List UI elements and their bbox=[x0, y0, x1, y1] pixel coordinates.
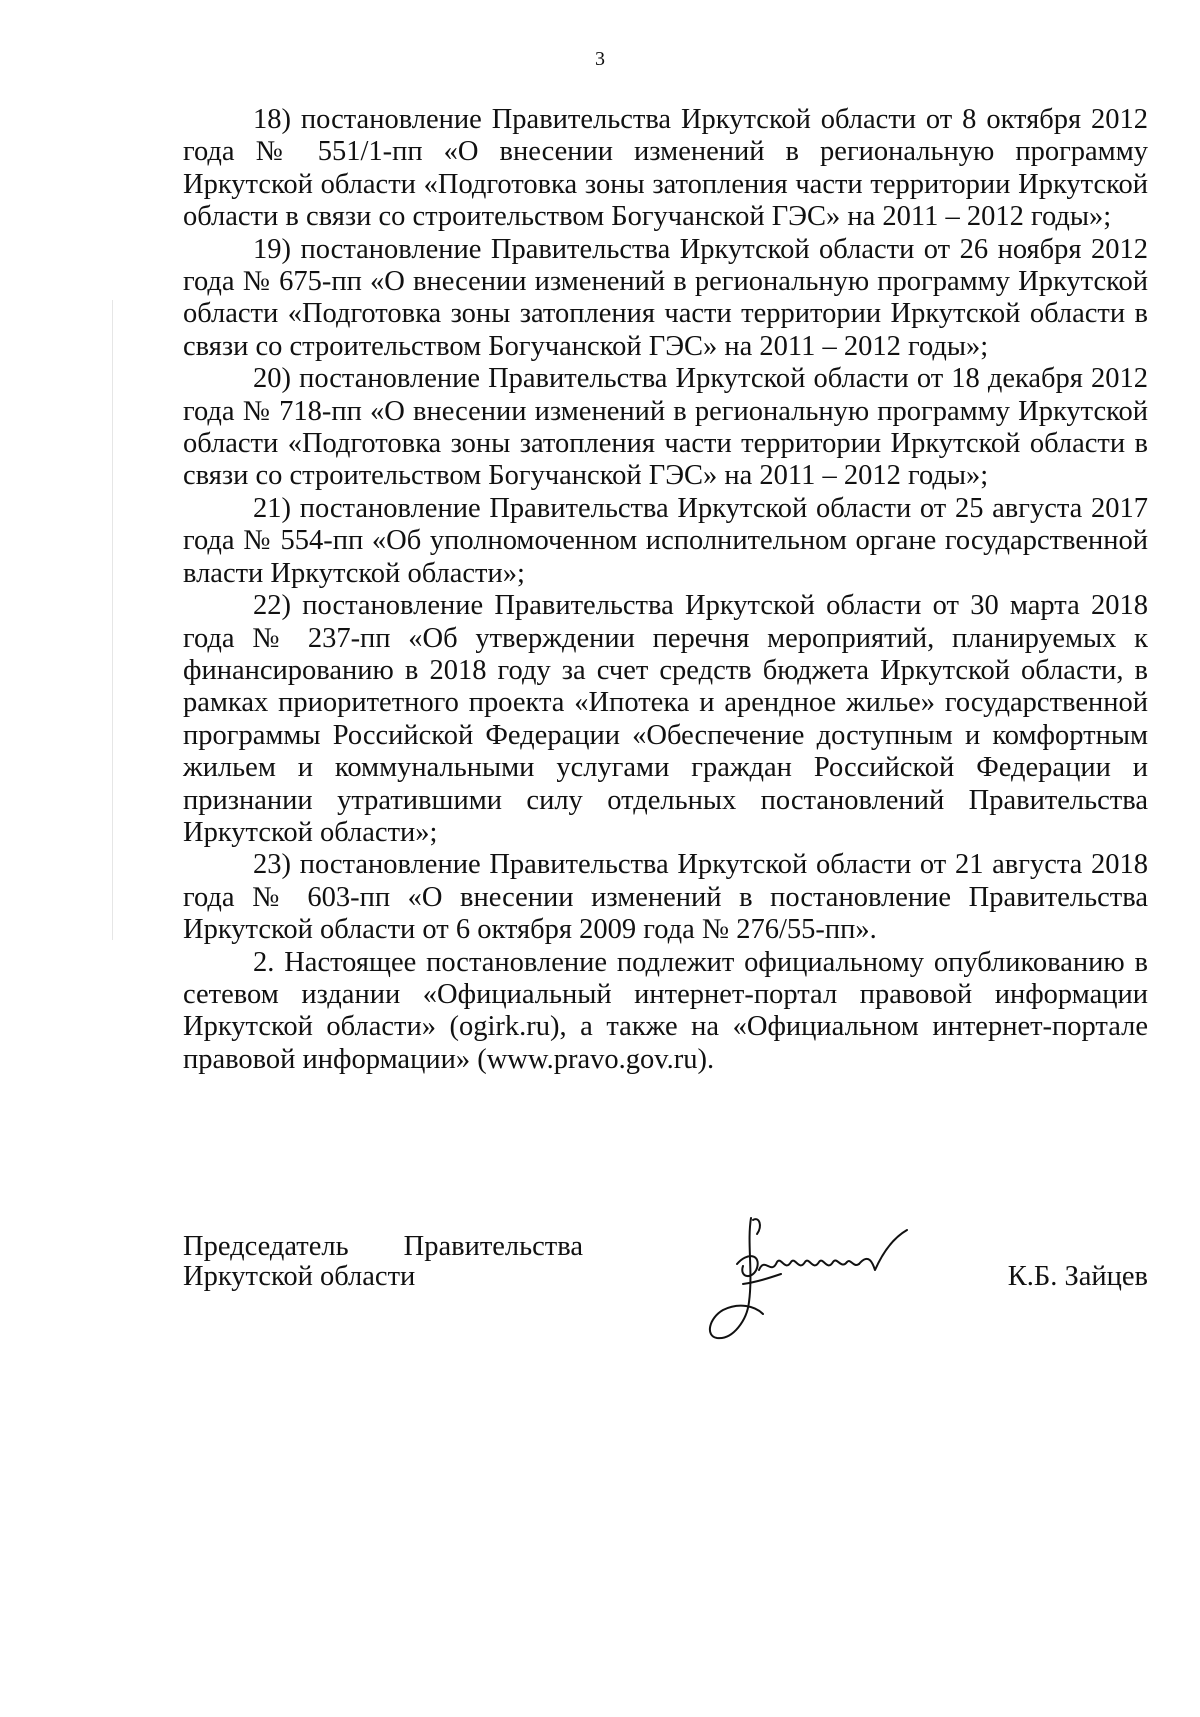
signatory-title-word2: Правительства bbox=[403, 1231, 583, 1262]
list-item-20: 20) постановление Правительства Иркутской области от 18 декабря 2012 года № 718-пп «О внесении изменений в региональную программу Иркутской области «Подготовка зоны затопления части территории Иркутской области в связи со строительством Богучанской ГЭС» на 2011 – 2012 годы»; bbox=[183, 363, 1148, 492]
list-item-18: 18) постановление Правительства Иркутской области от 8 октября 2012 года № 551/1-пп «О внесении изменений в региональную программу Иркутской области «Подготовка зоны затопления части территории Иркутской области в связи со строительством Богучанской ГЭС» на 2011 – 2012 годы»; bbox=[183, 104, 1148, 233]
signatory-title-line2: Иркутской области bbox=[183, 1261, 416, 1292]
scan-margin-line bbox=[112, 300, 113, 940]
page-number: 3 bbox=[595, 48, 605, 70]
signature-block bbox=[183, 1232, 1148, 1372]
list-item-21: 21) постановление Правительства Иркутской области от 25 августа 2017 года № 554-пп «Об уполномоченном исполнительном органе государственной власти Иркутской области»; bbox=[183, 492, 1148, 589]
signatory-title-word1: Председатель bbox=[183, 1231, 349, 1262]
list-item-23: 23) постановление Правительства Иркутской области от 21 августа 2018 года № 603-пп «О внесении изменений в постановление Правительства Иркутской области от 6 октября 2009 года № 276/55-пп». bbox=[183, 849, 1148, 946]
list-item-22: 22) постановление Правительства Иркутской области от 30 марта 2018 года № 237-пп «Об утверждении перечня мероприятий, планируемых к финансированию в 2018 году за счет средств бюджета Иркутской области, в рамках приоритетного проекта «Ипотека и арендное жилье» государственной программы Российской Федерации «Обеспечение доступным и комфортным жильем и коммунальными услугами граждан Российской Федерации и признании утратившими силу отдельных постановлений Правительства Иркутской области»; bbox=[183, 590, 1148, 848]
signatory-title bbox=[183, 1232, 583, 1292]
handwritten-signature bbox=[703, 1212, 933, 1352]
list-item-19: 19) постановление Правительства Иркутской области от 26 ноября 2012 года № 675-пп «О внесении изменений в региональную программу Иркутской области «Подготовка зоны затопления части территории Иркутской области в связи со строительством Богучанской ГЭС» на 2011 – 2012 годы»; bbox=[183, 233, 1148, 362]
document-body bbox=[183, 104, 1148, 1076]
publication-clause: 2. Настоящее постановление подлежит официальному опубликованию в сетевом издании «Официальный интернет-портал правовой информации Иркутской области» (ogirk.ru), а также на «Официальном интернет-портале правовой информации» (www.pravo.gov.ru). bbox=[183, 946, 1148, 1075]
signatory-name: К.Б. Зайцев bbox=[1007, 1261, 1148, 1292]
